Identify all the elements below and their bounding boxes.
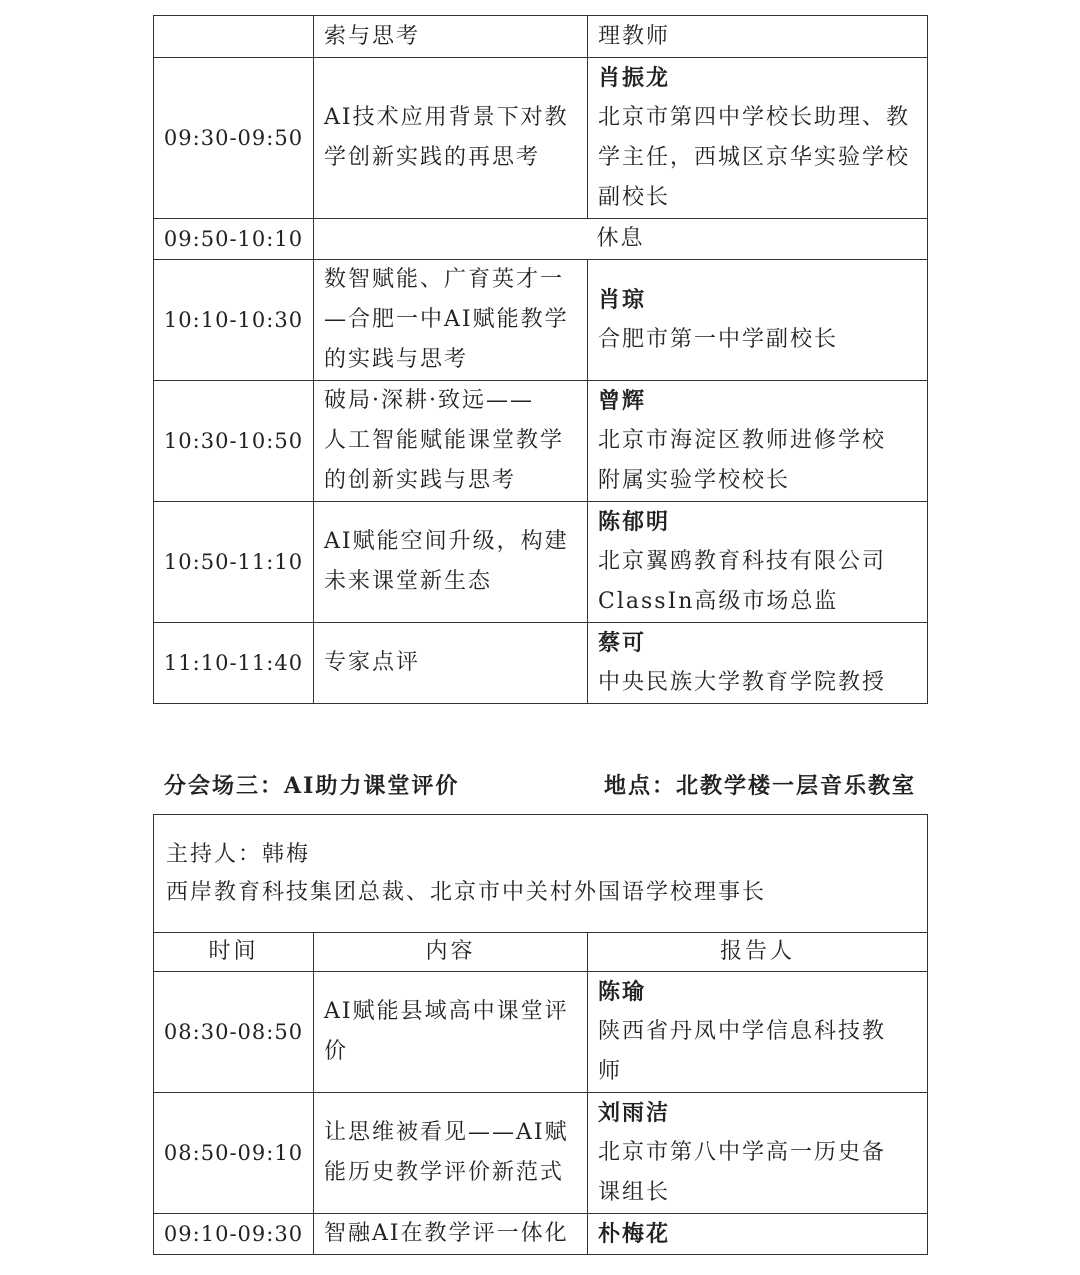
speaker-cell — [588, 1214, 928, 1255]
table-row — [154, 1214, 928, 1255]
speaker-affiliation-line: 副校长 — [598, 185, 671, 210]
time-cell: 09:10-09:30 — [154, 1214, 314, 1255]
content-line: —合肥一中AI赋能教学 — [324, 307, 569, 332]
speaker-affiliation-line: 北京市海淀区教师进修学校 — [598, 428, 887, 453]
speaker-affiliation-line: 附属实验学校校长 — [598, 468, 791, 493]
speaker-affiliation-line: 北京市第八中学高一历史备 — [598, 1140, 887, 1165]
speaker-affiliation-line: ClassIn高级市场总监 — [598, 589, 839, 614]
table-row — [154, 623, 928, 704]
table-row — [154, 381, 928, 502]
content-line: 价 — [324, 1039, 349, 1064]
content-line: 数智赋能、广育英才一 — [324, 267, 565, 292]
time-cell: 11:10-11:40 — [154, 623, 314, 704]
session3-title: 分会场三：AI助力课堂评价 — [164, 773, 460, 799]
speaker-cell — [588, 260, 928, 381]
speaker-name: 陈瑜 — [598, 979, 647, 1005]
content-cell — [314, 502, 588, 623]
content-cell — [314, 623, 588, 704]
speaker-affiliation-line: 课组长 — [598, 1180, 671, 1205]
content-line: AI技术应用背景下对教 — [324, 105, 569, 130]
header-row — [154, 933, 928, 972]
speaker-affiliation-line: 学主任，西城区京华实验学校 — [598, 145, 911, 170]
speaker-name: 肖振龙 — [598, 65, 671, 91]
table-row — [154, 972, 928, 1093]
speaker-name: 肖琼 — [598, 287, 647, 313]
speaker-cell — [588, 1093, 928, 1214]
content-cell — [314, 260, 588, 381]
content-line: 索与思考 — [324, 23, 421, 49]
content-line: 能历史教学评价新范式 — [324, 1160, 565, 1185]
table-row — [154, 16, 928, 58]
content-cell — [314, 381, 588, 502]
speaker-cell — [588, 16, 928, 58]
table-row — [154, 219, 928, 260]
speaker-name: 朴梅花 — [598, 1221, 671, 1247]
content-line: 未来课堂新生态 — [324, 569, 493, 594]
break-cell: 休息 — [314, 219, 928, 260]
speaker-cell — [588, 381, 928, 502]
speaker-name: 刘雨洁 — [598, 1100, 671, 1126]
host-row — [154, 815, 928, 933]
schedule-table-continued — [153, 15, 928, 704]
time-cell — [154, 16, 314, 58]
content-line: 破局·深耕·致远—— — [324, 388, 534, 413]
content-line: 的实践与思考 — [324, 347, 469, 372]
host-affiliation: 西岸教育科技集团总裁、北京市中关村外国语学校理事长 — [166, 879, 767, 905]
time-cell: 10:10-10:30 — [154, 260, 314, 381]
speaker-cell — [588, 502, 928, 623]
table-row — [154, 260, 928, 381]
content-line: 学创新实践的再思考 — [324, 145, 541, 170]
content-line: 专家点评 — [324, 650, 421, 675]
speaker-affiliation-line: 师 — [598, 1059, 623, 1084]
content-cell — [314, 1093, 588, 1214]
speaker-affiliation-line: 中央民族大学教育学院教授 — [598, 670, 887, 695]
header-speaker: 报告人 — [588, 933, 928, 972]
session3-header — [164, 768, 916, 804]
content-line: AI赋能空间升级，构建 — [324, 529, 569, 554]
content-line: 让思维被看见——AI赋 — [324, 1120, 569, 1145]
time-cell: 09:30-09:50 — [154, 58, 314, 219]
speaker-affiliation-line: 合肥市第一中学副校长 — [598, 327, 839, 352]
table-row — [154, 58, 928, 219]
time-cell: 08:50-09:10 — [154, 1093, 314, 1214]
speaker-cell — [588, 972, 928, 1093]
session3-location: 地点：北教学楼一层音乐教室 — [603, 773, 916, 799]
time-cell: 10:50-11:10 — [154, 502, 314, 623]
speaker-name: 曾辉 — [598, 388, 647, 414]
content-cell — [314, 16, 588, 58]
content-line: 智融AI在教学评一体化 — [324, 1221, 569, 1246]
speaker-cell — [588, 58, 928, 219]
header-time: 时间 — [154, 933, 314, 972]
time-cell: 10:30-10:50 — [154, 381, 314, 502]
content-cell — [314, 58, 588, 219]
table-row — [154, 1093, 928, 1214]
speaker-name: 蔡可 — [598, 630, 647, 656]
content-cell — [314, 972, 588, 1093]
header-content: 内容 — [314, 933, 588, 972]
session3-schedule-table — [153, 814, 928, 1255]
content-line: 人工智能赋能课堂教学 — [324, 428, 565, 453]
content-line: 的创新实践与思考 — [324, 468, 517, 493]
speaker-affiliation-line: 理教师 — [598, 23, 671, 49]
table-row — [154, 502, 928, 623]
speaker-affiliation-line: 北京翼鸥教育科技有限公司 — [598, 549, 887, 574]
speaker-cell — [588, 623, 928, 704]
speaker-affiliation-line: 北京市第四中学校长助理、教 — [598, 105, 911, 130]
time-cell: 09:50-10:10 — [154, 219, 314, 260]
speaker-name: 陈郁明 — [598, 509, 671, 535]
speaker-affiliation-line: 陕西省丹凤中学信息科技教 — [598, 1019, 887, 1044]
content-cell — [314, 1214, 588, 1255]
time-cell: 08:30-08:50 — [154, 972, 314, 1093]
content-line: AI赋能县域高中课堂评 — [324, 999, 569, 1024]
host-name: 主持人：韩梅 — [166, 841, 311, 867]
